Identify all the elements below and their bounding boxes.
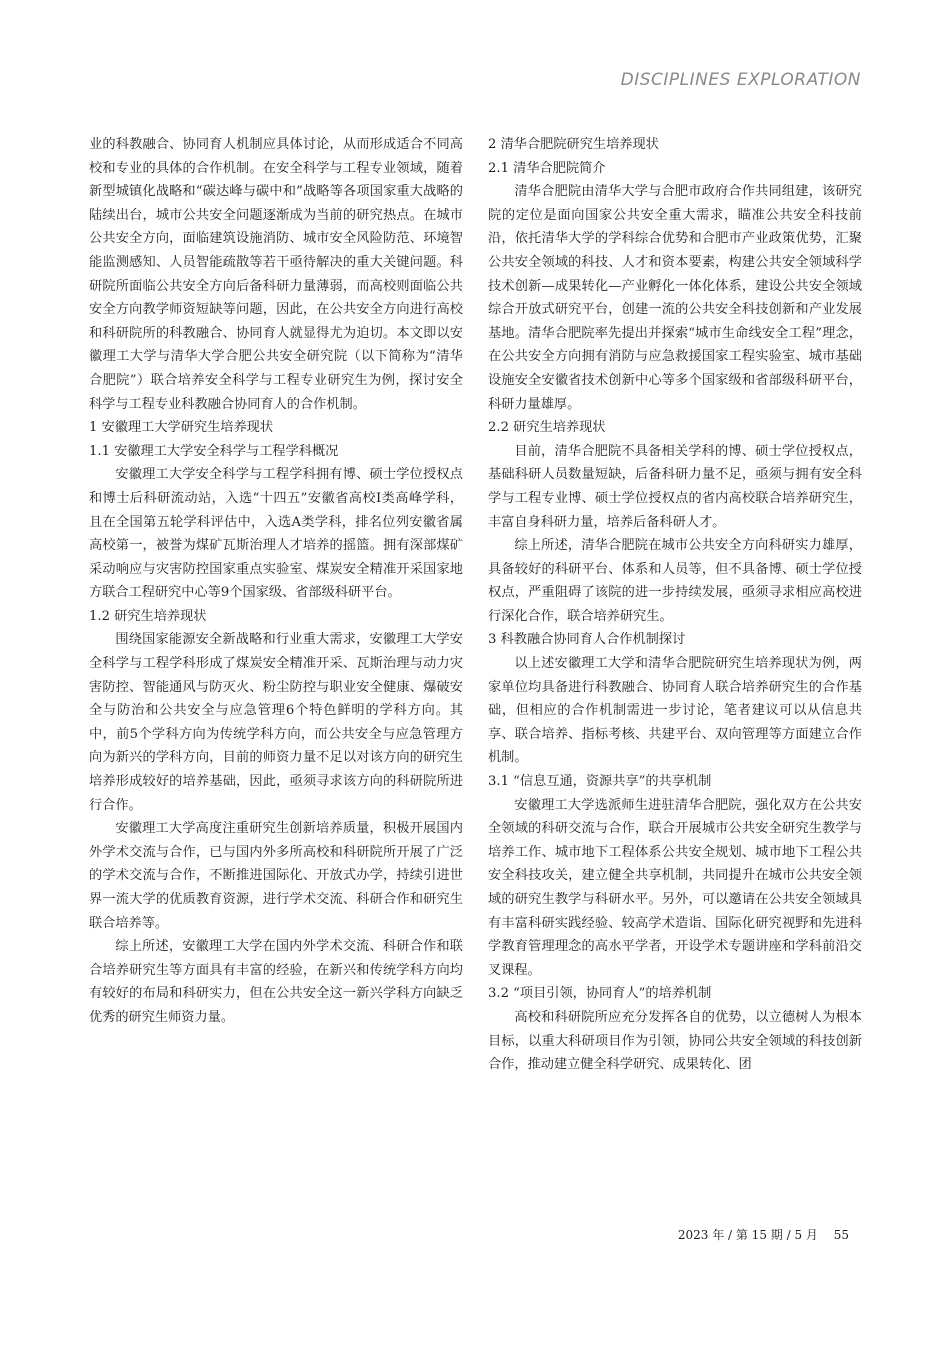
subsection-heading: 3.2 “项目引领，协同育人”的培养机制 [488,986,712,1002]
paragraph: 综上所述，清华合肥院在城市公共安全方向科研实力雄厚，具备较好的科研平台、体系和人员等，但不具备博、硕士学位授权点，严重阻碍了该院的进一步持续发展，亟须寻求相应高校进行深化合作，联合培养研究生。 [488,538,862,624]
subsection-heading: 1.1 安徽理工大学安全科学与工程学科概况 [89,443,339,459]
subsection-heading: 1.2 研究生培养现状 [89,608,207,624]
subsection-heading: 3.1 “信息互通，资源共享”的共享机制 [488,774,712,790]
right-column [488,133,862,1077]
paragraph: 综上所述，安徽理工大学在国内外学术交流、科研合作和联合培养研究生等方面具有丰富的经验，在新兴和传统学科方向均有较好的布局和科研实力，但在公共安全这一新兴学科方向缺乏优秀的研究生师资力量。 [89,939,463,1025]
paragraph: 目前，清华合肥院不具备相关学科的博、硕士学位授权点，基础科研人员数量短缺，后备科研力量不足，亟须与拥有安全科学与工程专业博、硕士学位授权点的省内高校联合培养研究生，丰富自身科研力量，培养后备科研人才。 [488,443,862,530]
page-footer [678,1226,849,1243]
paragraph: 安徽理工大学高度注重研究生创新培养质量，积极开展国内外学术交流与合作，已与国内外多所高校和科研院所开展了广泛的学术交流与合作，不断推进国际化、开放式办学，持续引进世界一流大学的优质教育资源，进行学术交流、科研合作和研究生联合培养等。 [89,821,463,931]
paragraph: 清华合肥院由清华大学与合肥市政府合作共同组建，该研究院的定位是面向国家公共安全重大需求，瞄准公共安全科技前沿，依托清华大学的学科综合优势和合肥市产业政策优势，汇聚公共安全领域的科技、人才和资本要素，构建公共安全领域科学技术创新—成果转化—产业孵化一体化体系，建设公共安全领域综合开放式研究平台，创建一流的公共安全科技创新和产业发展基地。清华合肥院率先提出并探索“城市生命线安全工程”理念，在公共安全方向拥有消防与应急救援国家工程实验室、城市基础设施安全安徽省技术创新中心等多个国家级和省部级科研平台，科研力量雄厚。 [488,184,862,412]
subsection-heading: 2.1 清华合肥院简介 [488,160,606,176]
paragraph: 以上述安徽理工大学和清华合肥院研究生培养现状为例，两家单位均具备进行科教融合、协同育人联合培养研究生的合作基础，但相应的合作机制需进一步讨论，笔者建议可以从信息共享、联合培养、指标考核、共建平台、双向管理等方面建立合作机制。 [488,656,862,766]
running-head: DISCIPLINES EXPLORATION [620,70,861,90]
paragraph: 围绕国家能源安全新战略和行业重大需求，安徽理工大学安全科学与工程学科形成了煤炭安全精准开采、瓦斯治理与动力灾害防控、智能通风与防灭火、粉尘防控与职业安全健康、爆破安全与防治和公共安全与应急管理6个特色鲜明的学科方向。其中，前5个学科方向为传统学科方向，而公共安全与应急管理方向为新兴的学科方向，目前的师资力量不足以对该方向的研究生培养形成较好的培养基础，因此，亟须寻求该方向的科研院所进行合作。 [89,632,463,813]
page-number: 55 [833,1228,849,1242]
paragraph: 安徽理工大学安全科学与工程学科拥有博、硕士学位授权点和博士后科研流动站，入选“十四五”安徽省高校I类高峰学科，且在全国第五轮学科评估中，入选A类学科，排名位列安徽省属高校第一，被誉为煤矿瓦斯治理人才培养的摇篮。拥有深部煤矿采动响应与灾害防控国家重点实验室、煤炭安全精准开采国家地方联合工程研究中心等9个国家级、省部级科研平台。 [89,467,463,601]
subsection-heading: 2.2 研究生培养现状 [488,420,606,436]
section-heading: 1 安徽理工大学研究生培养现状 [89,420,274,436]
paragraph: 业的科教融合、协同育人机制应具体讨论，从而形成适合不同高校和专业的具体的合作机制。在安全科学与工程专业领域，随着新型城镇化战略和“碳达峰与碳中和”战略等各项国家重大战略的陆续出台，城市公共安全问题逐渐成为当前的研究热点。在城市公共安全方向，面临建筑设施消防、城市安全风险防范、环境智能监测感知、人员智能疏散等若干亟待解决的重大关键问题。科研院所面临公共安全方向后备科研力量薄弱，而高校则面临公共安全方向教学师资短缺等问题，因此，在公共安全方向进行高校和科研院所的科教融合、协同育人就显得尤为迫切。本文即以安徽理工大学与清华大学合肥公共安全研究院（以下简称为“清华合肥院”）联合培养安全科学与工程专业研究生为例，探讨安全科学与工程专业科教融合协同育人的合作机制。 [89,137,463,412]
left-column [89,133,463,1030]
section-heading: 2 清华合肥院研究生培养现状 [488,137,659,152]
paragraph: 安徽理工大学选派师生进驻清华合肥院，强化双方在公共安全领域的科研交流与合作，联合开展城市公共安全研究生教学与培养工作、城市地下工程体系公共安全规划、城市地下工程公共安全科技攻关，建立健全共享机制，共同提升在城市公共安全领域的研究生教学与科研水平。另外，可以邀请在公共安全领域具有丰富科研实践经验、较高学术造诣、国际化研究视野和先进科学教育管理理念的高水平学者，开设学术专题讲座和学科前沿交叉课程。 [488,797,862,978]
paragraph: 高校和科研院所应充分发挥各自的优势，以立德树人为根本目标，以重大科研项目作为引领，协同公共安全领域的科技创新合作，推动建立健全科学研究、成果转化、团 [488,1009,862,1073]
issue-info: 2023 年 / 第 15 期 / 5 月 [677,1228,818,1242]
section-heading: 3 科教融合协同育人合作机制探讨 [488,632,686,648]
